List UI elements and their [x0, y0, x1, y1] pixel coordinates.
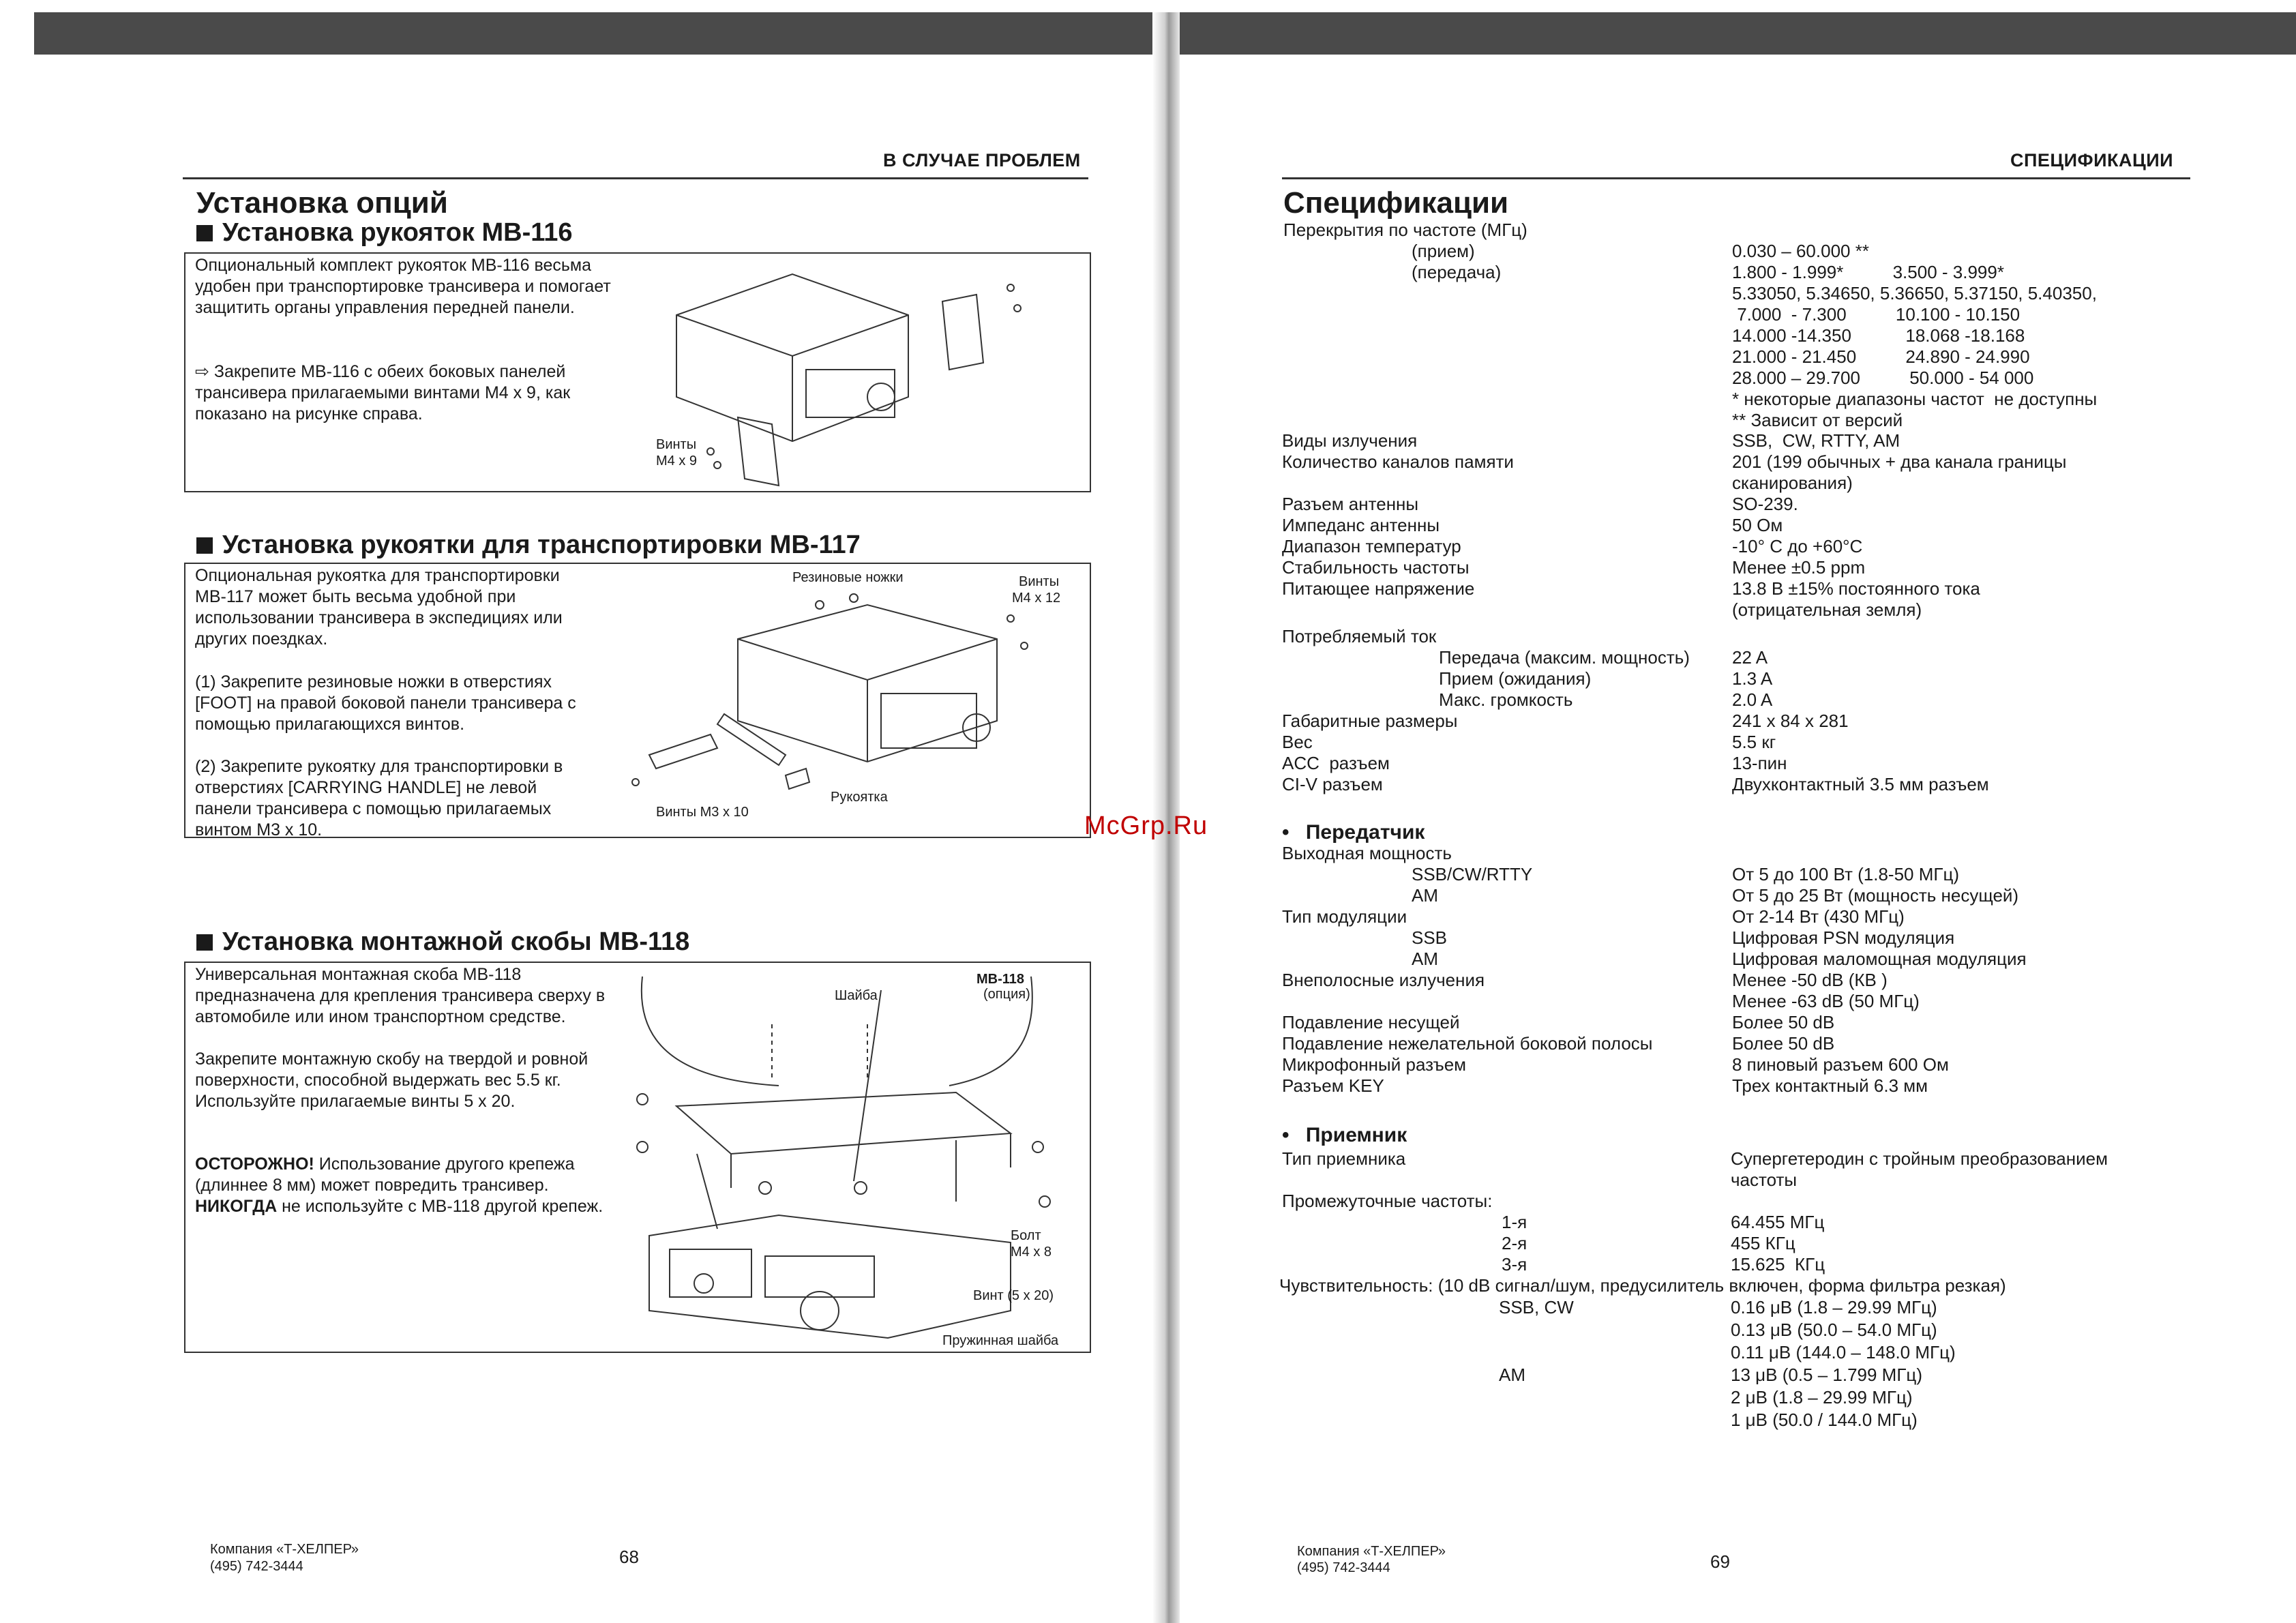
spec-value: 1 μB (50.0 / 144.0 МГц)	[1731, 1410, 1918, 1430]
spec-sublabel: (прием)	[1412, 241, 1475, 261]
sensitivity-line: Чувствительность: (10 dB сигнал/шум, предусилитель включен, форма фильтра резкая)	[1279, 1275, 2006, 1296]
spec-sublabel: (передача)	[1412, 262, 1502, 282]
section-box	[184, 563, 1091, 838]
spec-value: сканирования)	[1732, 473, 1853, 493]
figure-label: Винты	[656, 437, 697, 452]
page-title: Установка опций	[196, 186, 448, 220]
spec-value: 1.3 A	[1732, 668, 1773, 689]
spec-value: 1.800 - 1.999* 3.500 - 3.999*	[1732, 262, 2004, 282]
caution-lead: ОСТОРОЖНО!	[195, 1155, 314, 1174]
header-rule	[1282, 177, 2190, 179]
figure-label: Резиновые ножки	[792, 570, 904, 585]
spec-label: Разъем KEY	[1282, 1075, 1384, 1096]
spec-value: Цифровая PSN модуляция	[1732, 927, 1955, 948]
spec-value: 0.030 – 60.000 **	[1732, 241, 1869, 261]
bullet-square	[196, 537, 213, 554]
footer-company: Компания «Т-ХЕЛПЕР»	[1297, 1544, 1446, 1559]
spec-value: 21.000 - 21.450 24.890 - 24.990	[1732, 346, 2030, 367]
spec-label: Вес	[1282, 732, 1313, 752]
spec-value: Более 50 dB	[1732, 1033, 1835, 1054]
spec-value: От 5 до 100 Вт (1.8-50 МГц)	[1732, 864, 1959, 884]
caution-text	[195, 1154, 618, 1217]
spec-label: CI-V разъем	[1282, 774, 1383, 794]
paragraph: (2) Закрепите рукоятку для транспортировки в отверстиях [CARRYING HANDLE] не левой панели трансивера с помощью прилагаемых винтом M3 x 10.	[195, 757, 563, 839]
spec-value: Менее ±0.5 ppm	[1732, 557, 1866, 578]
figure-label: Рукоятка	[831, 790, 888, 805]
spec-label: Выходная мощность	[1282, 843, 1452, 863]
section-heading-text: Передатчик	[1305, 821, 1425, 844]
spec-value: (отрицательная земля)	[1732, 599, 1922, 620]
spec-value: От 2-14 Вт (430 МГц)	[1732, 906, 1905, 927]
spec-sublabel: SSB/CW/RTTY	[1412, 864, 1533, 884]
spec-value: 13-пин	[1732, 753, 1787, 773]
section-heading-text: Установка рукоятки для транспортировки MB-117	[222, 531, 861, 559]
section-box	[184, 252, 1091, 492]
spec-value: SSB, CW, RTTY, AM	[1732, 430, 1900, 451]
spec-value: 13 μB (0.5 – 1.799 МГц)	[1731, 1365, 1922, 1385]
spec-sublabel: Прием (ожидания)	[1439, 668, 1592, 689]
page-number: 69	[1710, 1551, 1730, 1572]
spec-value: Менее -63 dB (50 МГц)	[1732, 991, 1920, 1011]
figure-label: Болт	[1011, 1228, 1041, 1243]
spec-value: Двухконтактный 3.5 мм разъем	[1732, 774, 1989, 794]
paragraph: Универсальная монтажная скоба MB-118 предназначена для крепления трансивера сверху в автомобиле или ином транспортном средстве.	[195, 965, 606, 1026]
section-heading	[1282, 1124, 1407, 1147]
spec-sublabel: 2-я	[1502, 1233, 1527, 1253]
spec-label: Питающее напряжение	[1282, 578, 1475, 599]
section-heading	[1282, 821, 1425, 844]
spec-value: 2.0 A	[1732, 689, 1773, 710]
spec-label: ACC разъем	[1282, 753, 1390, 773]
spec-label: Микрофонный разъем	[1282, 1054, 1467, 1075]
figure-label: (опция)	[983, 987, 1030, 1002]
spec-value: частоты	[1731, 1170, 1798, 1190]
spec-value: 455 КГц	[1731, 1233, 1795, 1253]
mounting-bracket-figure	[629, 970, 1079, 1338]
page-number: 68	[619, 1547, 639, 1567]
spec-value: Более 50 dB	[1732, 1012, 1835, 1032]
spec-sublabel: AM	[1412, 949, 1438, 969]
spec-value: ** Зависит от версий	[1732, 410, 1903, 430]
figure-label: M4 x 8	[1011, 1245, 1052, 1260]
spec-value: 2 μB (1.8 – 29.99 МГц)	[1731, 1387, 1913, 1408]
spec-value: 0.11 μB (144.0 – 148.0 МГц)	[1731, 1342, 1956, 1363]
page-title: Спецификации	[1283, 186, 1509, 220]
running-head: СПЕЦИФИКАЦИИ	[2010, 150, 2174, 170]
spec-label: Внеполосные излучения	[1282, 970, 1485, 990]
spec-label: Габаритные размеры	[1282, 711, 1458, 731]
footer-phone: (495) 742-3444	[1297, 1560, 1390, 1575]
spec-sublabel: Передача (максим. мощность)	[1439, 647, 1690, 668]
paragraph: (1) Закрепите резиновые ножки в отверстиях [FOOT] на правой боковой панели трансивера с помощью прилагающихся винтов.	[195, 672, 576, 734]
spec-value: 64.455 МГц	[1731, 1212, 1825, 1232]
spec-value: 28.000 – 29.700 50.000 - 54 000	[1732, 368, 2034, 388]
spec-value: 201 (199 обычных + два канала границы	[1732, 451, 2067, 472]
handles-figure	[656, 260, 1065, 479]
section-heading	[196, 927, 689, 957]
figure-label: Винты	[1019, 574, 1060, 589]
spec-label: Диапазон температур	[1282, 536, 1461, 556]
spec-value: 50 Ом	[1732, 515, 1783, 535]
spec-value: 7.000 - 7.300 10.100 - 10.150	[1732, 304, 2021, 325]
spec-value: 22 A	[1732, 647, 1768, 668]
figure-label: Винты M3 x 10	[656, 805, 749, 820]
figure-label: Шайба	[835, 988, 878, 1003]
spec-value: От 5 до 25 Вт (мощность несущей)	[1732, 885, 2019, 906]
section-box	[184, 962, 1091, 1353]
figure-label: Пружинная шайба	[942, 1333, 1059, 1348]
spec-value: 5.33050, 5.34650, 5.36650, 5.37150, 5.40350,	[1732, 283, 2097, 303]
spec-sublabel: AM	[1499, 1365, 1525, 1385]
bullet-dot: •	[1282, 1124, 1289, 1146]
never-body: не используйте с MB-118 другой крепеж.	[277, 1197, 603, 1216]
spec-value: 13.8 В ±15% постоянного тока	[1732, 578, 1980, 599]
bullet-dot: •	[1282, 821, 1289, 844]
section-heading	[196, 218, 573, 248]
spec-sublabel: 1-я	[1502, 1212, 1527, 1232]
spec-value: Супергетеродин с тройным преобразованием	[1731, 1148, 2108, 1169]
section-heading-text: Установка монтажной скобы MB-118	[222, 927, 690, 956]
spec-label: Потребляемый ток	[1282, 626, 1437, 646]
figure-label: Винт (5 x 20)	[973, 1288, 1054, 1303]
caution-body: Использование другого крепежа (длиннее 8 мм) может повредить трансивер.	[195, 1155, 575, 1195]
section-heading-text: Приемник	[1305, 1124, 1407, 1146]
spec-label: Импеданс антенны	[1282, 515, 1440, 535]
bullet-square	[196, 225, 213, 241]
paragraph: ⇨ Закрепите MB-116 с обеих боковых панелей трансивера прилагаемыми винтами M4 x 9, как показано на рисунке справа.	[195, 362, 571, 423]
bullet-square	[196, 934, 213, 951]
spec-value: 15.625 КГц	[1731, 1254, 1825, 1275]
spec-value: 5.5 кг	[1732, 732, 1776, 752]
spec-label: Перекрытия по частоте (МГц)	[1283, 220, 1527, 240]
section-heading	[196, 531, 861, 560]
figure-label: MB-118	[976, 972, 1025, 987]
spec-value: 14.000 -14.350 18.068 -18.168	[1732, 325, 2025, 346]
spec-value: -10° C до +60°C	[1732, 536, 1863, 556]
spec-sublabel: SSB, CW	[1499, 1297, 1574, 1317]
spec-label: Стабильность частоты	[1282, 557, 1470, 578]
carry-handle-figure	[622, 578, 1072, 823]
spec-label: Виды излучения	[1282, 430, 1418, 451]
paragraph: Опциональный комплект рукояток MB-116 весьма удобен при транспортировке трансивера и помогает защитить органы управления передней панели.	[195, 256, 611, 317]
spec-sublabel: 3-я	[1502, 1254, 1527, 1275]
watermark: McGrp.Ru	[1084, 812, 1208, 840]
figure-label: M4 x 12	[1012, 591, 1061, 606]
section-heading-text: Установка рукояток MB-116	[222, 218, 573, 247]
header-rule	[183, 177, 1088, 179]
spec-value: SO-239.	[1732, 494, 1798, 514]
spec-label: Тип приемника	[1282, 1148, 1406, 1169]
spec-sublabel: Макс. громкость	[1439, 689, 1573, 710]
spec-label: Тип модуляции	[1282, 906, 1407, 927]
spec-value: 8 пиновый разъем 600 Ом	[1732, 1054, 1949, 1075]
running-head: В СЛУЧАЕ ПРОБЛЕМ	[883, 150, 1081, 170]
spec-value: 0.16 μB (1.8 – 29.99 МГц)	[1731, 1297, 1937, 1317]
spec-sublabel: SSB	[1412, 927, 1448, 948]
spec-label: Количество каналов памяти	[1282, 451, 1514, 472]
paragraph: Закрепите монтажную скобу на твердой и ровной поверхности, способной выдержать вес 5.5 кг. Используйте прилагаемые винты 5 x 20.	[195, 1049, 588, 1111]
footer-phone: (495) 742-3444	[210, 1559, 303, 1574]
spec-value: 0.13 μB (50.0 – 54.0 МГц)	[1731, 1320, 1937, 1340]
footer-company: Компания «Т-ХЕЛПЕР»	[210, 1542, 359, 1557]
spec-value: * некоторые диапазоны частот не доступны	[1732, 389, 2098, 409]
spec-sublabel: AM	[1412, 885, 1438, 906]
spec-label: Промежуточные частоты:	[1282, 1191, 1493, 1211]
spec-value: Менее -50 dB (КВ )	[1732, 970, 1888, 990]
spec-label: Подавление нежелательной боковой полосы	[1282, 1033, 1653, 1054]
never-lead: НИКОГДА	[195, 1197, 278, 1216]
paragraph: Опциональная рукоятка для транспортировки MB-117 может быть весьма удобной при использовании трансивера в экспедициях или других поездках.	[195, 566, 563, 649]
spec-value: Цифровая маломощная модуляция	[1732, 949, 2027, 969]
spec-label: Разъем антенны	[1282, 494, 1419, 514]
figure-label: M4 x 9	[656, 453, 698, 468]
spec-value: 241 x 84 x 281	[1732, 711, 1849, 731]
spec-label: Подавление несущей	[1282, 1012, 1460, 1032]
spec-value: Трех контактный 6.3 мм	[1732, 1075, 1928, 1096]
